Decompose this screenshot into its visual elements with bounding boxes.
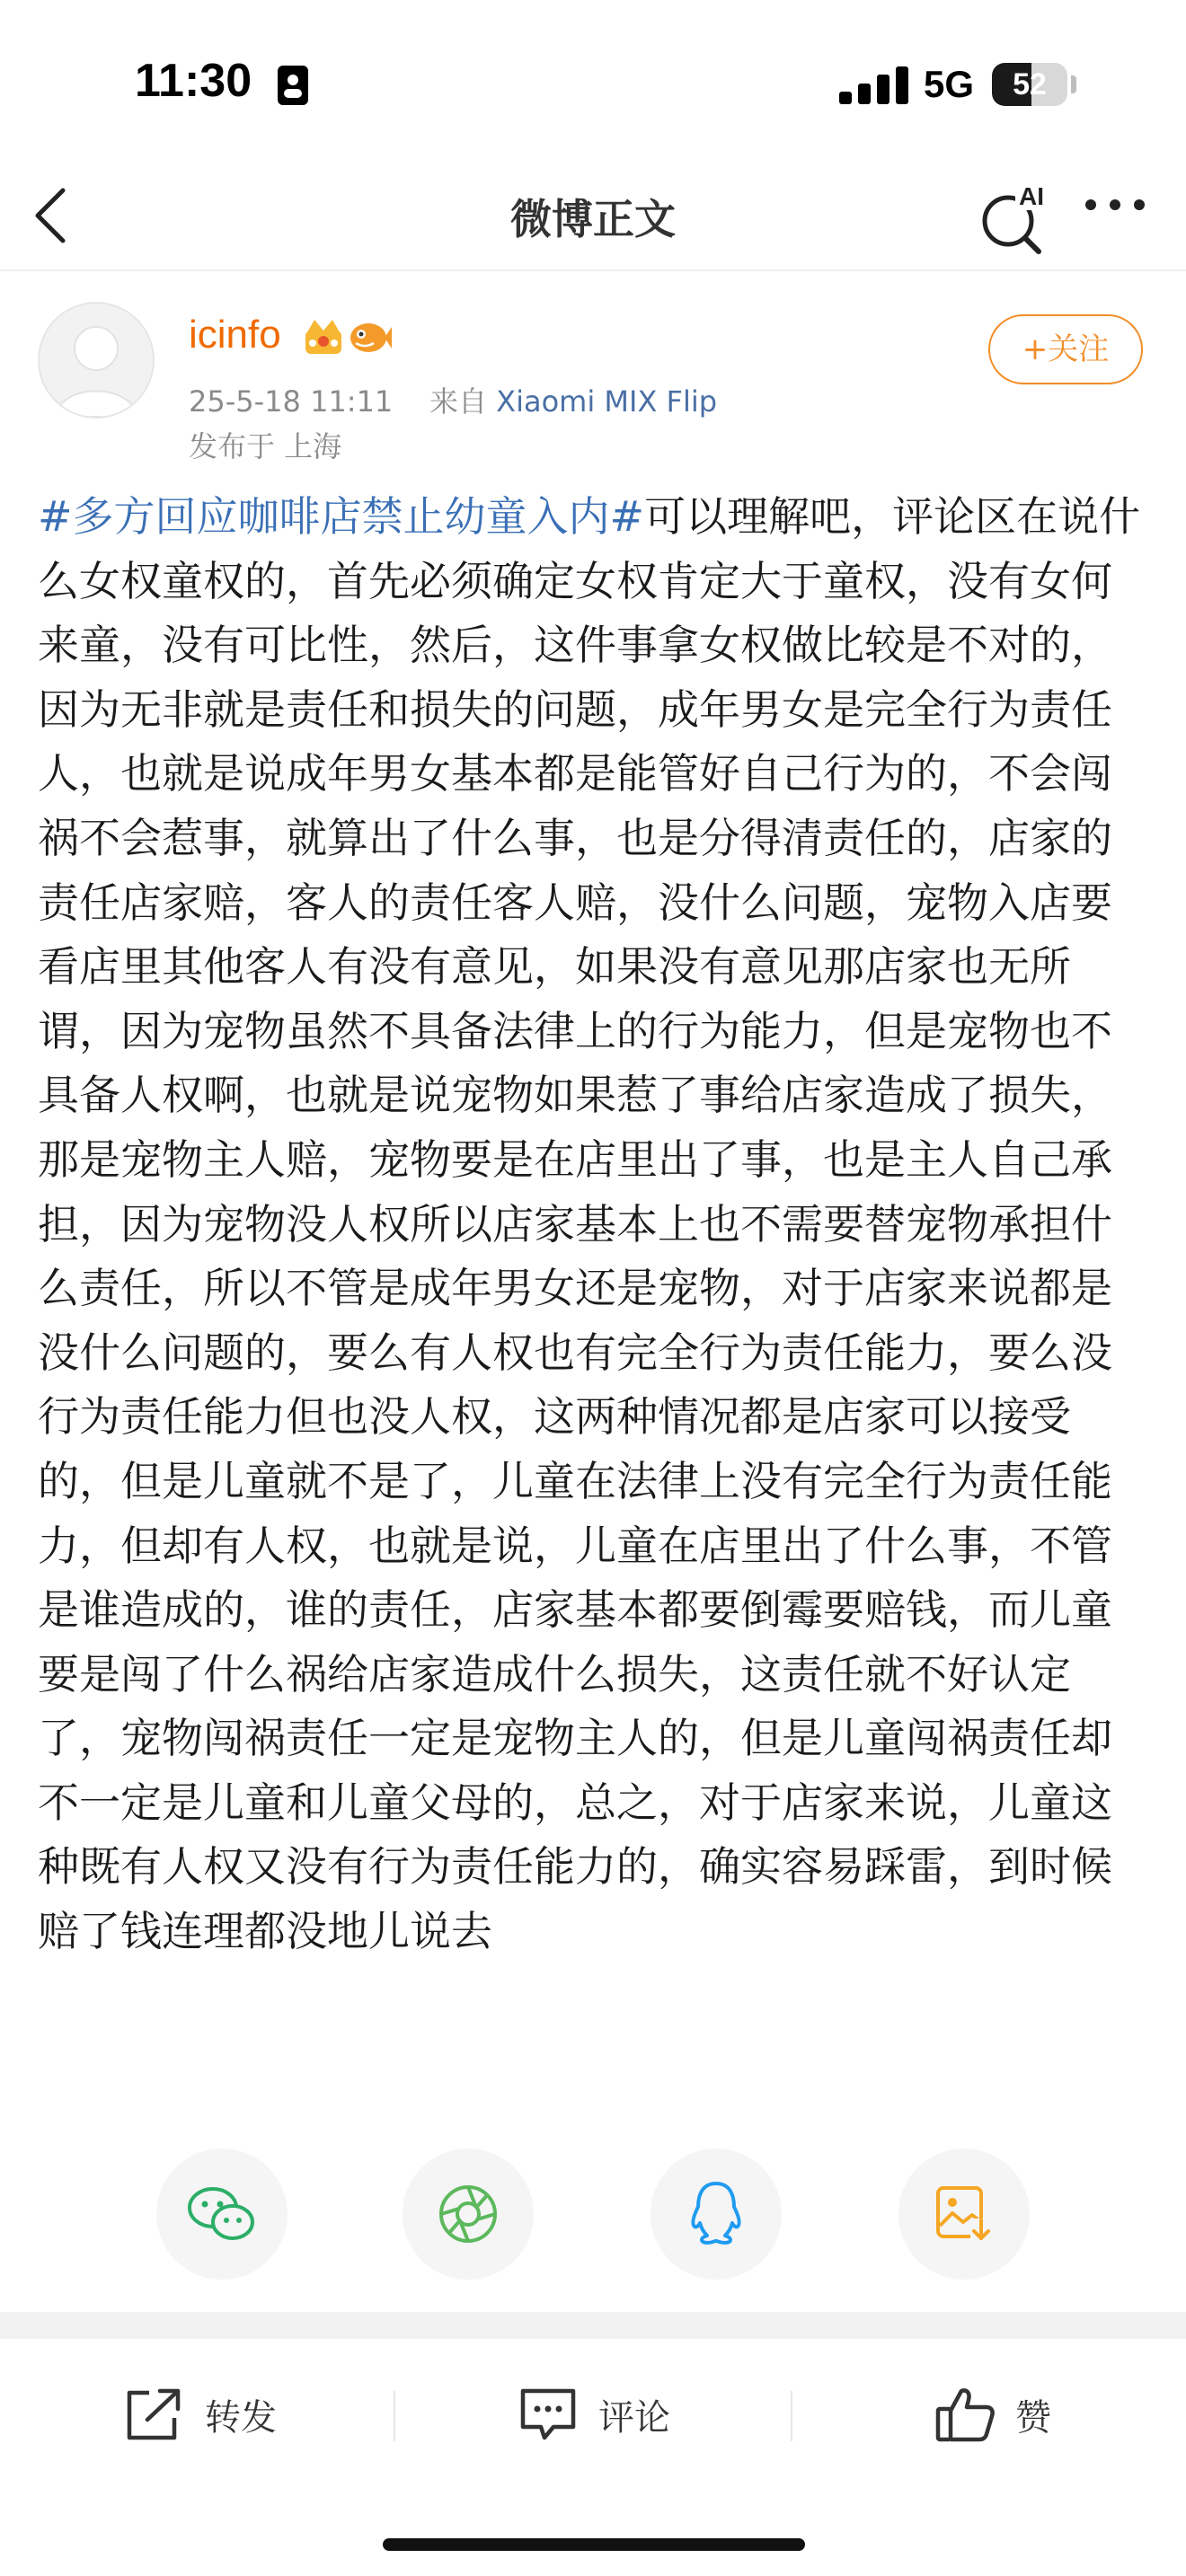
battery-level: 52 <box>1013 67 1047 101</box>
share-wechat-button[interactable] <box>156 2148 288 2280</box>
status-time: 11:30 <box>135 55 252 107</box>
save-image-button[interactable] <box>898 2148 1030 2280</box>
source-prefix: 来自 <box>429 384 487 419</box>
comment-icon <box>518 2386 579 2443</box>
post-meta <box>189 379 717 420</box>
thumbs-up-icon <box>934 2386 996 2443</box>
share-row <box>0 2148 1186 2283</box>
crown-badge-icon <box>305 320 341 354</box>
post-location: 发布于 上海 <box>189 429 342 463</box>
repost-label: 转发 <box>205 2396 277 2439</box>
battery-icon <box>992 63 1067 106</box>
default-avatar-icon <box>40 304 153 417</box>
fish-badge-icon <box>350 323 392 352</box>
ai-label: AI <box>1019 182 1044 210</box>
share-moments-button[interactable] <box>403 2148 534 2280</box>
battery-cap <box>1071 75 1076 93</box>
status-bar <box>0 0 1186 162</box>
follow-button[interactable]: +关注 <box>988 314 1143 384</box>
username[interactable]: icinfo <box>189 313 281 357</box>
more-icon[interactable] <box>1084 196 1146 214</box>
ai-search-icon[interactable] <box>976 176 1057 257</box>
wechat-icon <box>186 2183 258 2245</box>
post-body <box>38 485 1152 1964</box>
like-label: 赞 <box>1015 2396 1051 2439</box>
comment-label: 评论 <box>598 2396 670 2439</box>
avatar[interactable] <box>38 302 155 419</box>
vip-badges[interactable] <box>302 314 392 359</box>
qq-icon <box>687 2180 745 2248</box>
comment-button[interactable] <box>518 2386 670 2443</box>
share-qq-button[interactable] <box>651 2148 782 2280</box>
like-button[interactable] <box>934 2386 1051 2443</box>
hashtag-link[interactable]: #多方回应咖啡店禁止幼童入内# <box>38 492 645 541</box>
action-separator <box>791 2391 792 2441</box>
network-label: 5G <box>924 63 975 105</box>
section-divider <box>0 2312 1186 2339</box>
device-name[interactable]: Xiaomi MIX Flip <box>496 384 718 419</box>
post-timestamp: 25-5-18 11:11 <box>189 384 394 419</box>
nav-bar <box>0 162 1186 271</box>
repost-icon <box>122 2386 185 2443</box>
signal-icon <box>839 66 911 104</box>
post-text: 可以理解吧，评论区在说什么女权童权的，首先必须确定女权肯定大于童权，没有女何来童，没有可比性，然后，这件事拿女权做比较是不对的，因为无非就是责任和损失的问题，成年男女是完全行为责任人，也就是说成年男女基本都是能管好自己行为的，不会闯祸不会惹事，就算出了什么事，也是分得清责任的，店家的责任店家赔，客人的责任客人赔，没什么问题，宠物入店要看店里其他客人有没有意见，如果没有意见那店家也无所谓，因为宠物虽然不具备法律上的行为能力，但是宠物也不具备人权啊，也就是说宠物如果惹了事给店家造成了损失，那是宠物主人赔，宠物要是在店里出了事，也是主人自己承担，因为宠物没人权所以店家基本上也不需要替宠物承担什么责任，所以不管是成年男女还是宠物，对于店家来说都是没什么问题的，要么有人权也有完全行为责任能力，要么没行为责任能力但也没人权，这两种情况都是店家可以接受的，但是儿童就不是了，儿童在法律上没有完全行为责任能力，但却有人权，也就是说，儿童在店里出了什么事，不管是谁造成的，谁的责任，店家基本都要倒霉要赔钱，而儿童要是闯了什么祸给店家造成什么损失，这责任就不好认定了，宠物闯祸责任一定是宠物主人的，但是儿童闯祸责任却不一定是儿童和儿童父母的，总之，对于店家来说，儿童这种既有人权又没有行为责任能力的，确实容易踩雷，到时候赔了钱连理都没地儿说去 <box>38 492 1141 1956</box>
focus-mode-icon <box>277 65 309 106</box>
action-separator <box>394 2391 395 2441</box>
page-title: 微博正文 <box>510 195 676 243</box>
action-bar <box>0 2339 1186 2486</box>
repost-button[interactable] <box>122 2386 277 2443</box>
save-image-icon <box>933 2183 996 2245</box>
moments-icon <box>436 2182 500 2246</box>
home-indicator <box>383 2538 805 2551</box>
